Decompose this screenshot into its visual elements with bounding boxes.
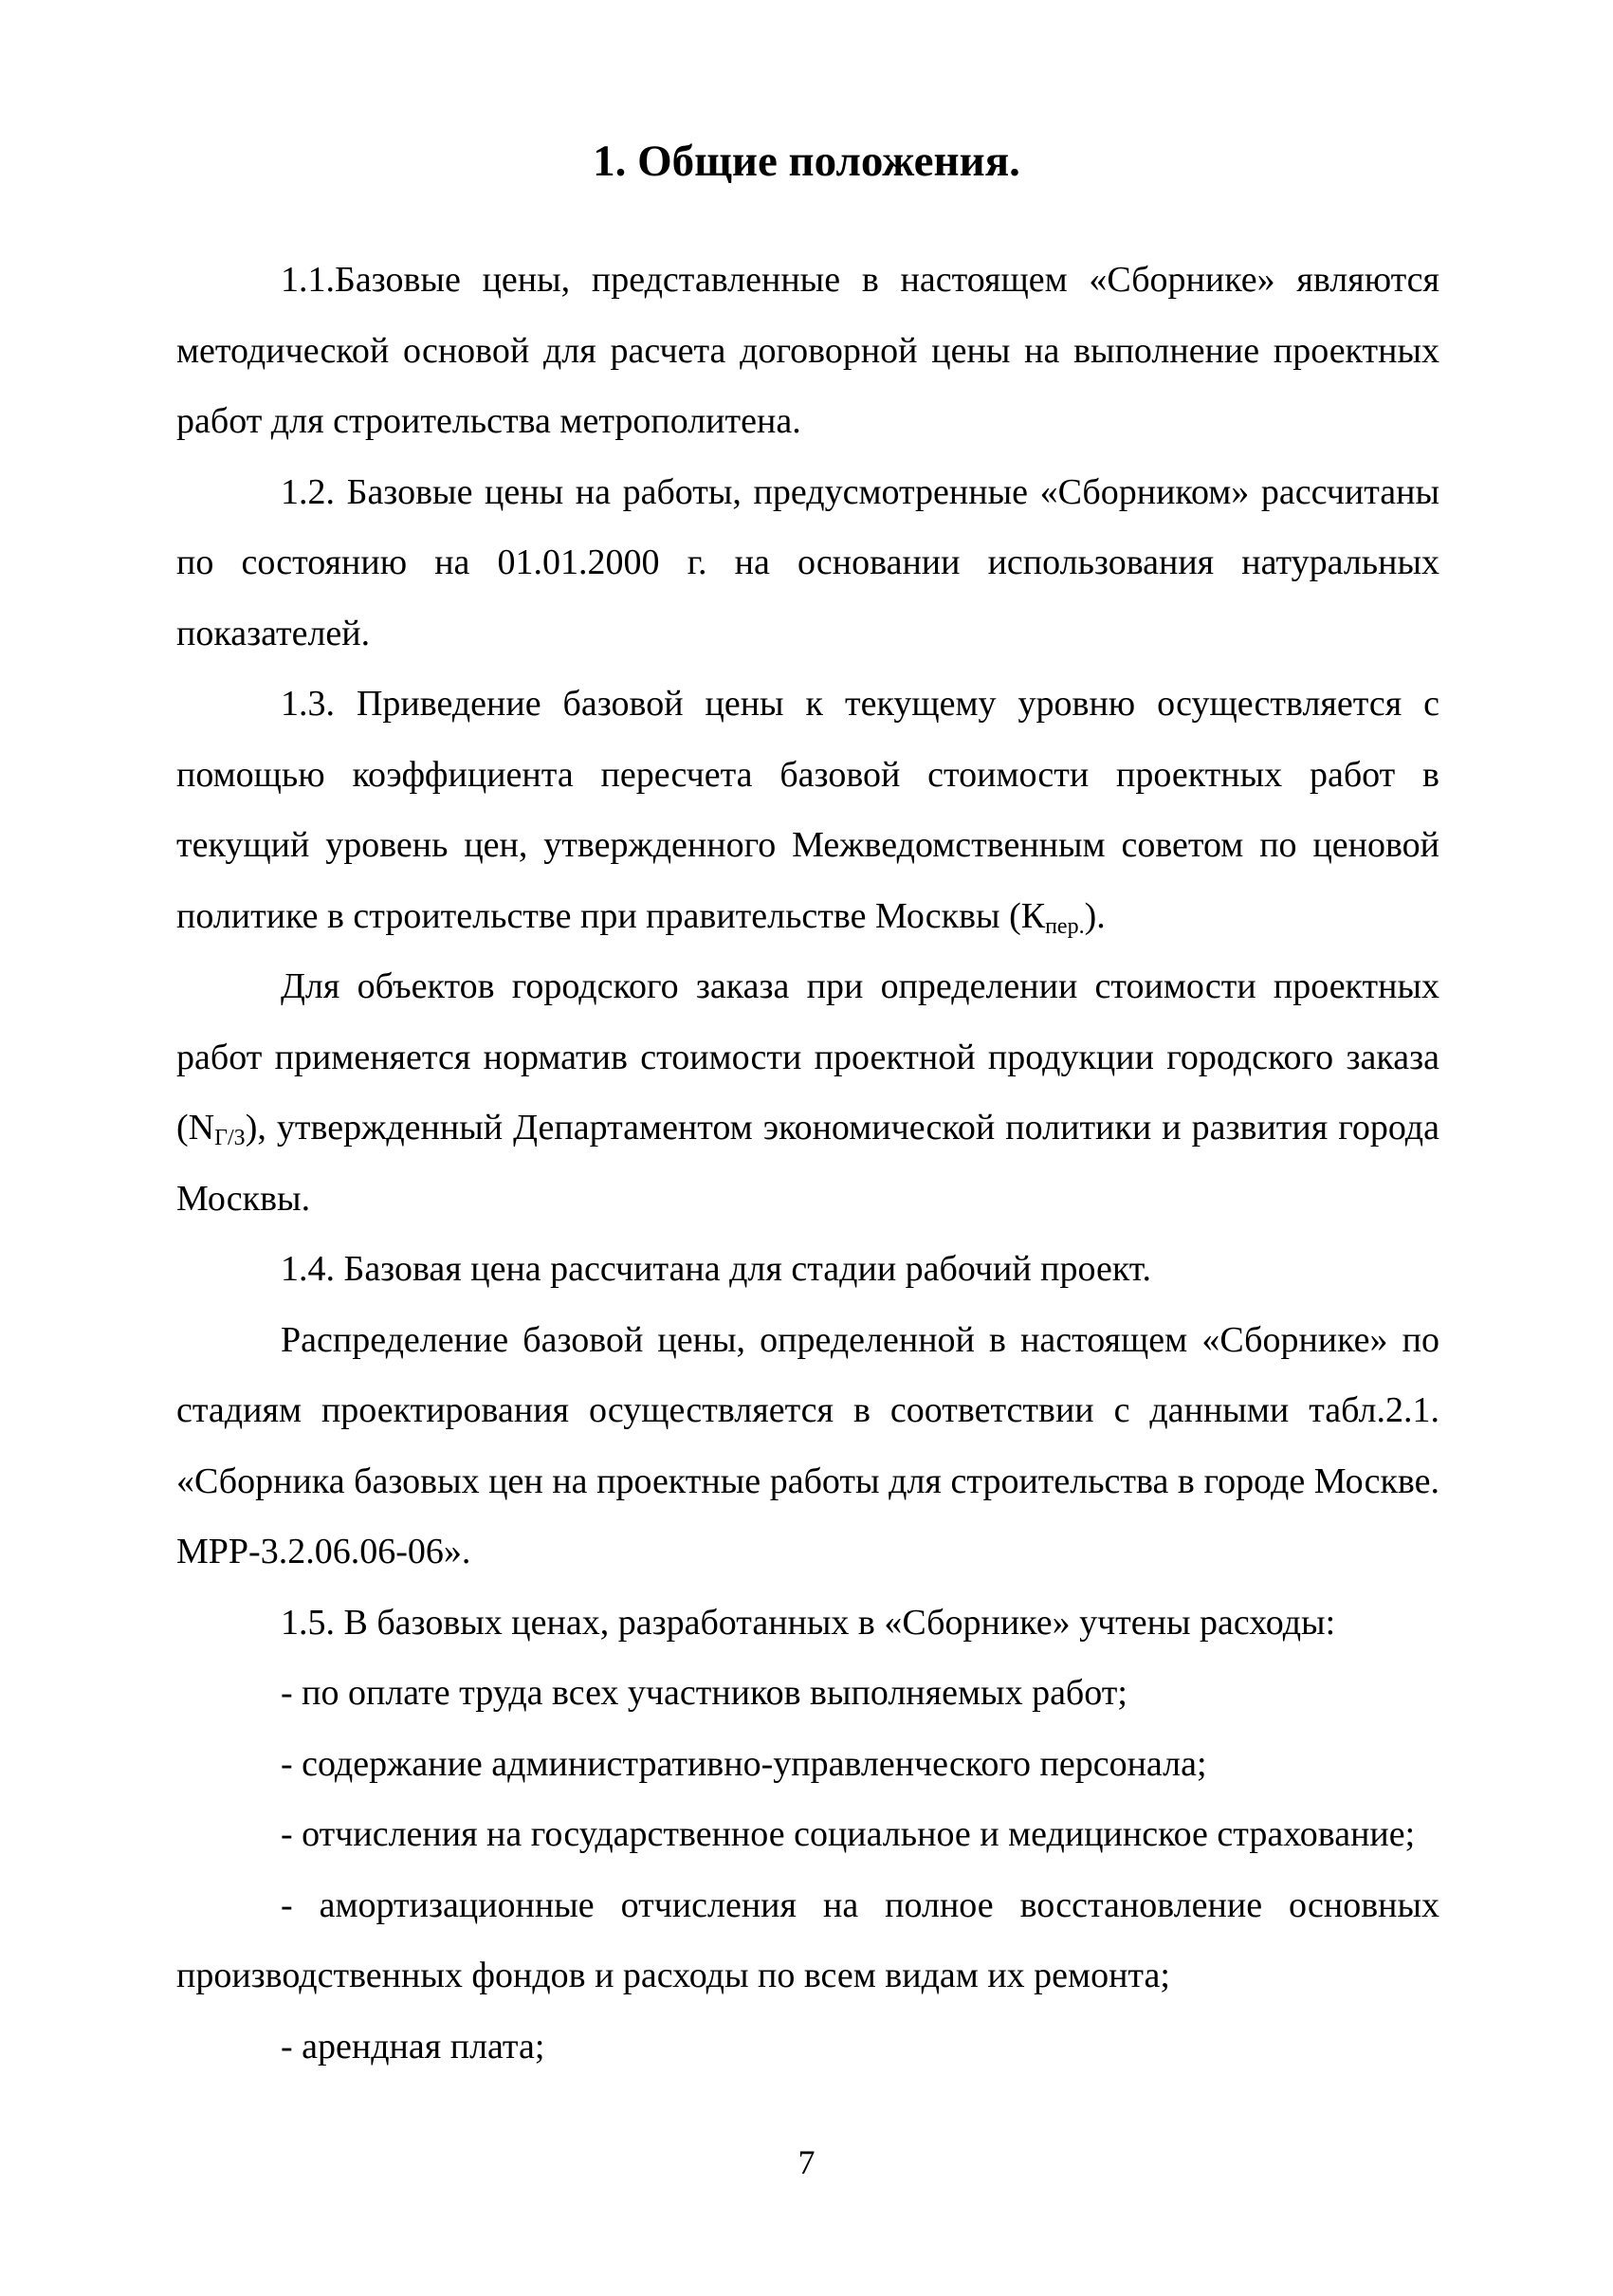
paragraph-1-2: 1.2. Базовые цены на работы, предусмотренные «Сборником» рассчитаны по состоянию на 01.01.2000 г. на основании использования натуральных показателей. — [176, 471, 1439, 653]
paragraph-1-4: 1.4. Базовая цена рассчитана для стадии рабочий проект. — [281, 1249, 1152, 1289]
paragraph-city-order-text: Для объектов городского заказа при определении стоимости проектных работ применяется норматив стоимости проектной продукции городского заказа (N — [176, 966, 1439, 1148]
list-item-labor: - по оплате труда всех участников выполняемых работ; — [281, 1673, 1127, 1713]
n-gz-subscript: Г/З — [214, 1126, 246, 1150]
paragraph-1-3-closing: ). — [1084, 895, 1106, 936]
paragraph-1-1: 1.1.Базовые цены, представленные в настоящем «Сборнике» являются методической основой для расчета договорной цены на выполнение проектных работ для строительства метрополитена. — [176, 260, 1439, 441]
list-item-admin: - содержание административно-управленческого персонала; — [281, 1743, 1207, 1784]
page-number: 7 — [797, 2143, 816, 2181]
list-item-rent: - арендная плата; — [281, 2026, 545, 2066]
document-body — [176, 245, 1439, 2082]
paragraph-city-order — [176, 951, 1439, 1234]
paragraph-1-3-text: 1.3. Приведение базовой цены к текущему уровню осуществляется с помощью коэффициента пересчета базовой стоимости проектных работ в текущий уровень цен, утвержденного Межведомственным советом по ценовой политике в строительстве при правительстве Москвы (К — [176, 684, 1439, 936]
paragraph-1-5: 1.5. В базовых ценах, разработанных в «Сборнике» учтены расходы: — [281, 1602, 1336, 1643]
list-item-depreciation: - амортизационные отчисления на полное восстановление основных производственных фондов и расходы по всем видам их ремонта; — [176, 1884, 1439, 1995]
list-item-insurance: - отчисления на государственное социальное и медицинское страхование; — [281, 1814, 1416, 1854]
paragraph-distribution: Распределение базовой цены, определенной в настоящем «Сборнике» по стадиям проектирования осуществляется в соответствии с данными табл.2.1. «Сборника базовых цен на проектные работы для строительства в городе Москве. МРР-3.2.06.06-06». — [176, 1319, 1439, 1571]
paragraph-city-order-rest: ), утвержденный Департаментом экономической политики и развития города Москвы. — [176, 1108, 1439, 1219]
paragraph-1-3 — [176, 669, 1439, 951]
k-per-subscript: пер. — [1045, 913, 1085, 939]
page-title: 1. Общие положения. — [593, 137, 1020, 186]
